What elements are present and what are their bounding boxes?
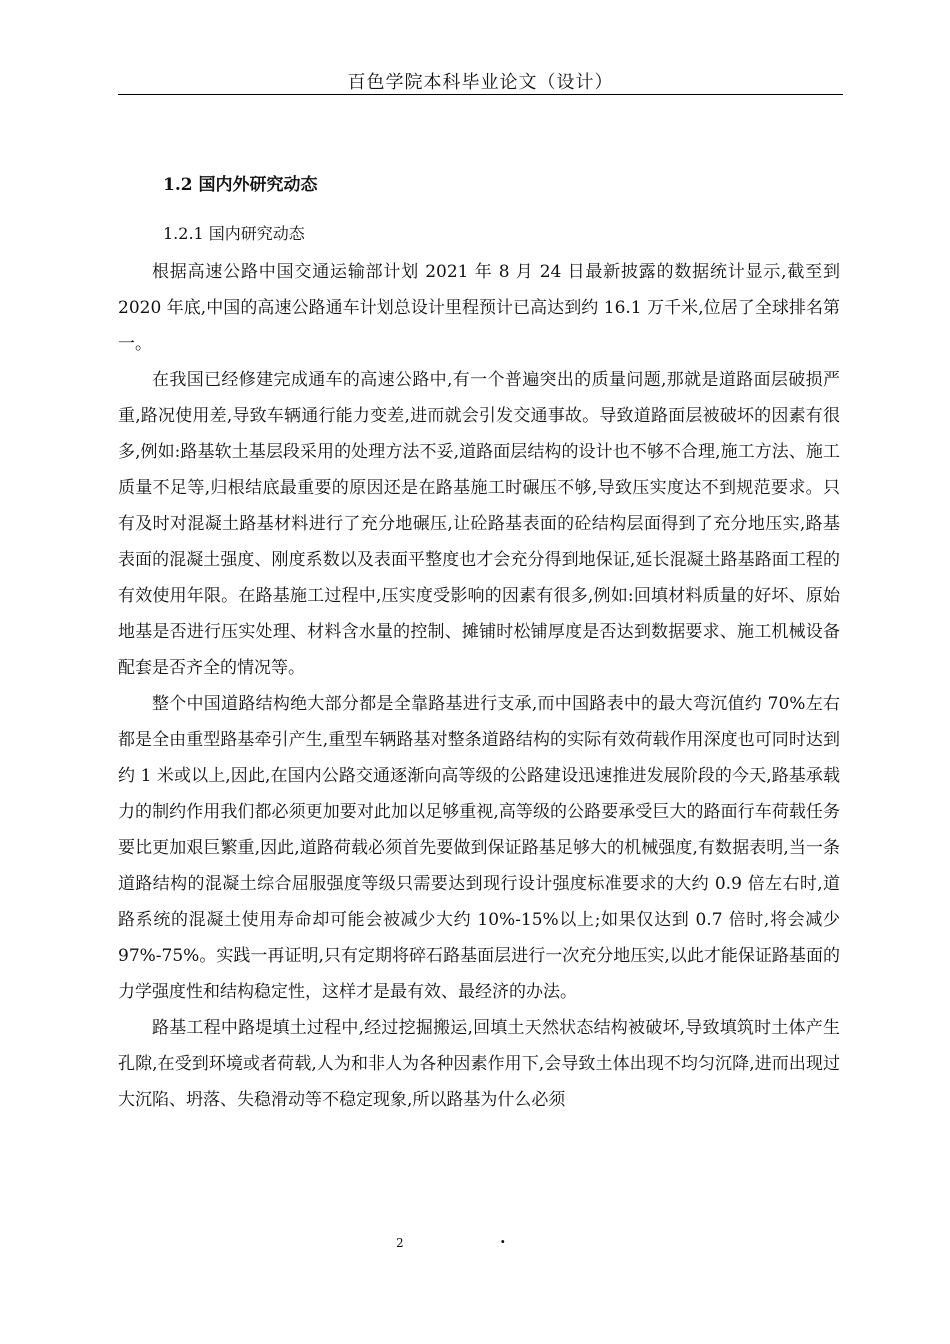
paragraph: 整个中国道路结构绝大部分都是全靠路基进行支承,而中国路表中的最大弯沉值约 70%左右都是全由重型路基牵引产生,重型车辆路基对整条道路结构的实际有效荷载作用深度也可同时达到约 1 米或以上,因此,在国内公路交通逐渐向高等级的公路建设迅速推进发展阶段的今天,路基承载力的制约作用我们都必须更加要对此加以足够重视,高等级的公路要承受巨大的路面行车荷载任务要比更加艰巨繁重,因此,道路荷载必须首先要做到保证路基足够大的机械强度,有数据表明,当一条道路结构的混凝土综合屈服强度等级只需要达到现行设计强度标准要求的大约 0.9 倍左右时,道路系统的混凝土使用寿命却可能会被减少大约 10%-15%以上;如果仅达到 0.7 倍时,将会减少 97%-75%。实践一再证明,只有定期将碎石路基面层进行一次充分地压实,以此才能保证路基面的力学强度性和结构稳定性，这样才是最有效、最经济的办法。 bbox=[118, 694, 840, 1002]
header-divider bbox=[118, 94, 843, 95]
section-heading: 1.2 国内外研究动态 bbox=[163, 175, 318, 195]
footer-dot: · bbox=[500, 1232, 506, 1251]
body-text bbox=[118, 254, 840, 1118]
paragraph: 根据高速公路中国交通运输部计划 2021 年 8 月 24 日最新披露的数据统计显示,截至到 2020 年底,中国的高速公路通车计划总设计里程预计已高达到约 16.1 万千米,位居了全球排名第一。 bbox=[118, 262, 840, 354]
page-number: 2 bbox=[396, 1236, 404, 1250]
page-header-title: 百色学院本科毕业论文（设计） bbox=[347, 72, 614, 93]
paragraph: 路基工程中路堤填土过程中,经过挖掘搬运,回填土天然状态结构被破坏,导致填筑时土体产生孔隙,在受到环境或者荷载,人为和非人为各种因素作用下,会导致土体出现不均匀沉降,进而出现过大沉陷、坍落、失稳滑动等不稳定现象,所以路基为什么必须 bbox=[118, 1018, 840, 1110]
subsection-heading: 1.2.1 国内研究动态 bbox=[163, 224, 305, 243]
paragraph: 在我国已经修建完成通车的高速公路中,有一个普遍突出的质量问题,那就是道路面层破损严重,路况使用差,导致车辆通行能力变差,进而就会引发交通事故。导致道路面层被破坏的因素有很多,例如:路基软土基层段采用的处理方法不妥,道路面层结构的设计也不够不合理,施工方法、施工质量不足等,归根结底最重要的原因还是在路基施工时碾压不够,导致压实度达不到规范要求。只有及时对混凝土路基材料进行了充分地碾压,让砼路基表面的砼结构层面得到了充分地压实,路基表面的混凝土强度、刚度系数以及表面平整度也才会充分得到地保证,延长混凝土路基路面工程的有效使用年限。在路基施工过程中,压实度受影响的因素有很多,例如:回填材料质量的好坏、原始地基是否进行压实处理、材料含水量的控制、摊铺时松铺厚度是否达到数据要求、施工机械设备配套是否齐全的情况等。 bbox=[118, 370, 840, 678]
